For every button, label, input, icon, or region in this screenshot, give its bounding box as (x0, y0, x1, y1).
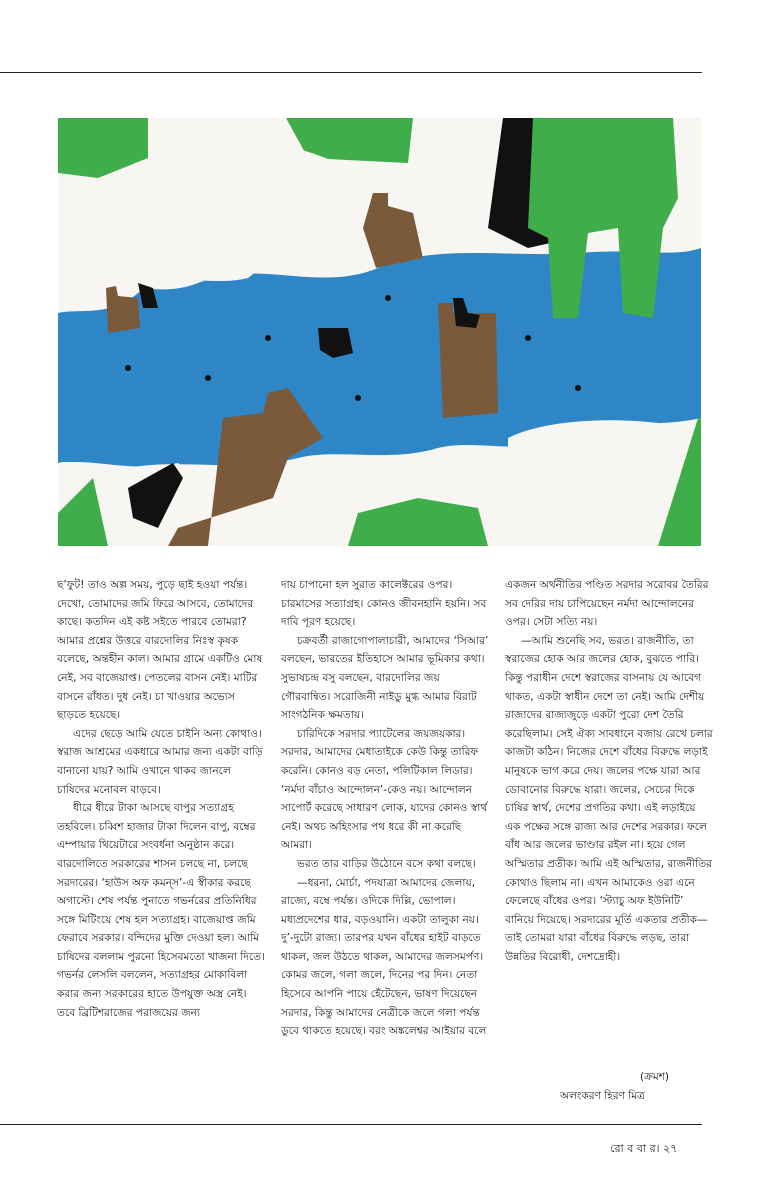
paragraph: ধীরে ধীরে টাকা আসছে বাপুর সত্যাগ্রহ তহবিলে। চব্বিশ হাজার টাকা দিলেন বাপু, বম্বের এম্পায়ার থিয়েটারে সংবর্ধনা অনুষ্ঠান করে। বারদোলিতে সরকারের শাসন চলছে না, চলছে সরদারের। ‘হাউস অফ কমন্‌স’-এ স্বীকার করছে অগাস্টে। শেষ পর্যন্ত পুনাতে গভর্নরের প্রতিনিধির সঙ্গে মিটিংয়ে শেষ হল সত্যাগ্রহ। বাজেয়াপ্ত জমি ফেরাবে সরকার। বন্দিদের মুক্তি দেওয়া হল। আমি চাষিদের বললাম পুরনো হিসেবমতো খাজনা দিতে। গভর্নর লেসলি বললেন, সত্যাগ্রহর মোকাবিলা করার জন্য সরকারের হাতে উপযুক্ত অস্ত্র নেই। তবে ব্রিটিশরাজের পরাজয়ের জন্য (57, 802, 265, 1019)
paragraph: চারিদিকে সরদার প্যাটেলের জয়জয়কার। সরদার, আমাদের মেধাতাইকে কেউ কিন্তু তারিফ করেনি। কোনও বড় নেতা, পলিটিকাল লিডার। ‘নর্মদা বাঁচাও আন্দোলন’-কেও নয়। আন্দোলন সাপোর্ট করেছে সাধারণ লোক, যাদের কোনও স্বার্থ নেই। অথচ অহিংসার পথ ধরে কী না করেছি আমরা। (281, 727, 488, 852)
dot (575, 385, 581, 391)
text-column-1 (57, 576, 265, 1076)
illustration-credit: অলংকরণ হিরণ মিত্র (560, 1090, 645, 1102)
paragraph: —ধরনা, মোর্চা, পদযাত্রা আমাদের জেলায়, রাজ্যে, বম্বে পর্যন্ত। ওদিকে দিল্লি, ভোপাল। মধ্যপ্রদেশের ধার, বড়ওয়ানি। একটা তালুকা নয়। দু’-দুটো রাজ্য। তারপর যখন বাঁধের হাইট বাড়তে থাকল, জল উঠতে থাকল, আমাদের জলসমর্পণ। কোমর জলে, গলা জলে, দিনের পর দিন। নেতা হিসেবে আপনি পায়ে হেঁটেছেন, ভাষণ দিয়েছেন সরদার, কিন্তু আমাদের নেত্রীকে জলে গলা পর্যন্ত ডুবে থাকতে হয়েছে। বরং অঙ্কলেশ্বর আইয়ার বলে (281, 876, 487, 1038)
page-footer: রো ব বা র। ২৭ (610, 1142, 678, 1155)
boat-river-artwork (58, 118, 701, 546)
paragraph: চক্রবর্তী রাজাগোপালাচারী, আমাদের ‘সিআর’ বলছেন, ভারতের ইতিহাসে আমার ভূমিকার কথা। সুভাষচন্দ্র বসু বলছেন, বারদোলির জয় গৌরবান্বিত। সরোজিনী নাইডু মুগ্ধ আমার বিরাট সাংগঠনিক ক্ষমতায়। (281, 634, 489, 722)
paragraph: ছ’ফুট! তাও অল্প সময়, পুড়ে ছাই হওয়া পর্যন্ত। দেখো, তোমাদের জমি ফিরে আসবে, তোমাদের কাছে। কতদিন এই কষ্ট সইতে পারবে তোমরা? আমার প্রশ্নের উত্তরে বারদোলির নিঃস্ব কৃষক বলেছে, অন্তহীন কাল। আমার গ্রামে একটিও মোষ নেই, সব বাজেয়াপ্ত। পেতলের বাসন নেই। মাটির বাসনে রাঁধত। দুধ নেই। চা খাওয়ার অভ্যেস ছাড়তে হয়েছে। (57, 579, 263, 722)
series-note: (ক্রমশ) (640, 1071, 670, 1083)
top-rule (0, 72, 702, 73)
artwork-svg (58, 118, 701, 546)
bottom-rule (0, 1124, 702, 1125)
paragraph: ভরত তার বাড়ির উঠোনে বসে কথা বলছে। (297, 857, 476, 870)
dot (125, 365, 131, 371)
text-column-2 (281, 576, 489, 1076)
dot (265, 335, 271, 341)
paragraph: একজন অর্থনীতির পণ্ডিত সরদার সরোবর তৈরির সব দেরির দায় চাপিয়েছেন নর্মদা আন্দোলনের ওপর। সেটা সত্যি নয়। (505, 579, 709, 629)
paragraph: —আমি শুনেছি সব, ভরত। রাজনীতি, তা স্বরাজের হোক আর জলের হোক, বুঝতে পারি। কিন্তু পরাধীন দেশে স্বরাজের বাসনায় যে আবেগ থাকত, একটা স্বাধীন দেশে তা নেই। আমি দেশীয় রাজাদের রাজ্যজুড়ে একটা পুরো দেশ তৈরি করেছিলাম। সেই ঐক্য সাবধানে বজায় রেখে চলার কাজটা কঠিন। নিজের দেশে বাঁধের বিরুদ্ধে লড়াই মানুষকে ভাগ করে দেয়। জলের পক্ষে যারা আর ডোবানোর বিরুদ্ধে যারা। জলের, সেচের দিকে চাষির স্বার্থ, দেশের প্রগতির কথা। এই লড়াইয়ে এক পক্ষের সঙ্গে রাজ্য আর দেশের সরকার। ফলে বাঁধ আর জলের ভাণ্ডার রইল না। হয়ে গেল অস্মিতার প্রতীক। আমি এই অস্মিতার, রাজনীতির কোথাও ছিলাম না। এখন আমাকেও ওরা এনে ফেলেছে বাঁধের ওপর। ‘স্ট্যাচু অফ ইউনিটি’ বানিয়ে দিয়েছে। সরদারের মূর্তি একতার প্রতীক— তাই তোমরা যারা বাঁধের বিরুদ্ধে লড়ছ, তারা উন্নতির বিরোধী, দেশদ্রোহী। (505, 634, 713, 963)
paragraph: এদের ছেড়ে আমি যেতে চাইনি অন্য কোথাও। স্বরাজ আশ্রমের একধারে আমার জন্য একটা বাড়ি বানানো যায়? আমি ওখানে থাকব জানলে চাষিদের মনোবল বাড়বে। (57, 727, 263, 796)
dot (525, 335, 531, 341)
dot (385, 295, 391, 301)
paragraph: দায় চাপানো হল সুরাত কালেক্টরের ওপর। চারমাসের সত্যাগ্রহ। কোনও জীবনহানি হয়নি। সব দাবি পূরণ হয়েছে। (281, 579, 487, 629)
dot (355, 395, 361, 401)
dot (205, 375, 211, 381)
text-column-3 (505, 576, 713, 1076)
